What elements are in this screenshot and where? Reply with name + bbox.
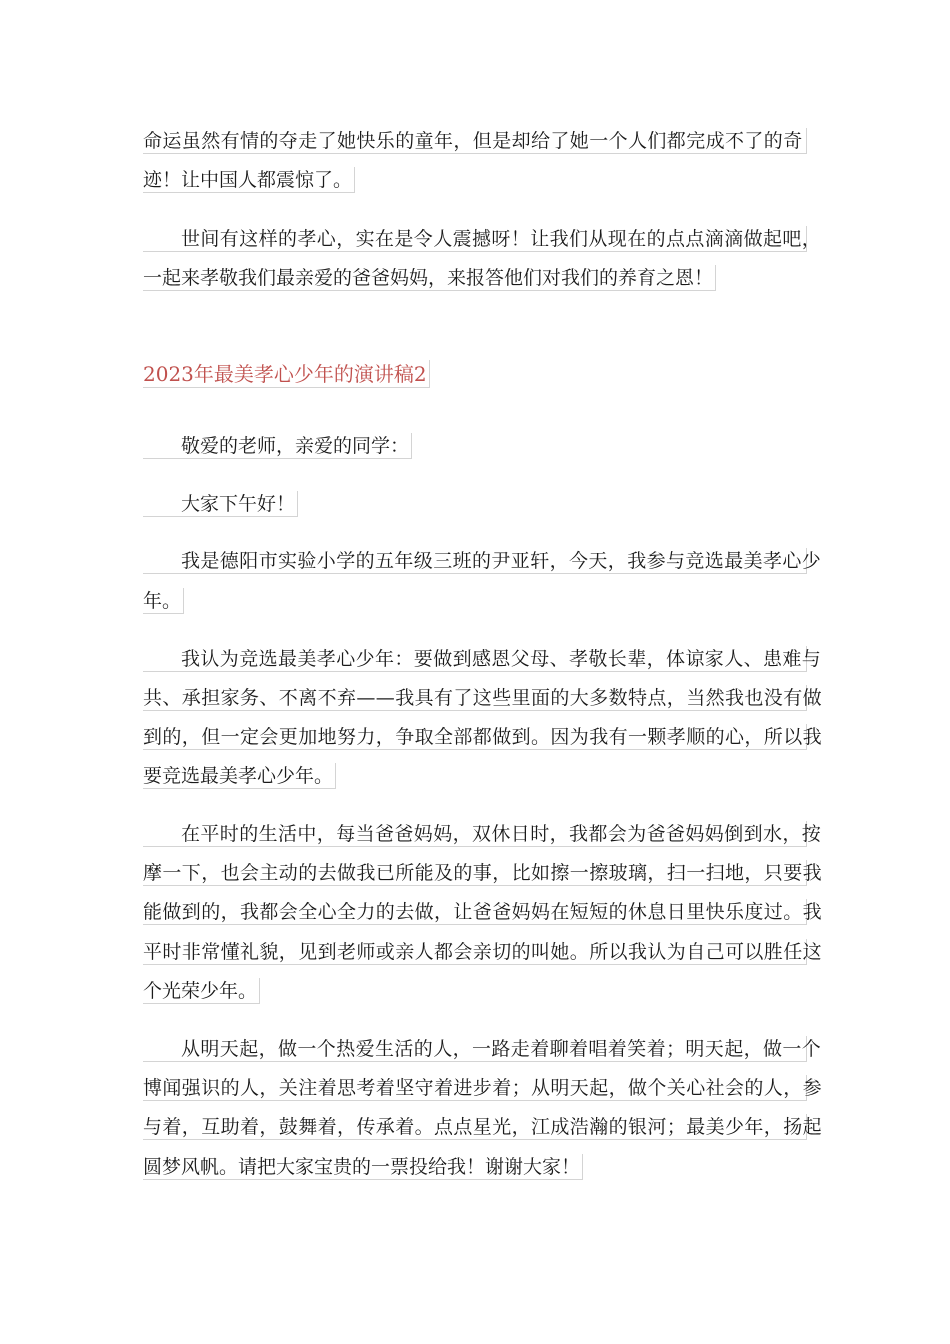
paragraph-line: 能做到的，我都会全心全力的去做，让爸爸妈妈在短短的休息日里快乐度过。我 <box>143 901 823 923</box>
paragraph-line: 我认为竞选最美孝心少年：要做到感恩父母、孝敬长辈，体谅家人、患难与 <box>143 646 807 672</box>
paragraph-line: 年。 <box>143 588 184 614</box>
paragraph-line: 大家下午好！ <box>143 491 298 517</box>
paragraph-line: 平时非常懂礼貌，见到老师或亲人都会亲切的叫她。所以我认为自己可以胜任这 <box>143 941 823 963</box>
paragraph-line: 要竞选最美孝心少年。 <box>143 763 336 789</box>
paragraph-line: 在平时的生活中，每当爸爸妈妈，双休日时，我都会为爸爸妈妈倒到水，按 <box>143 821 807 847</box>
paragraph-line: 世间有这样的孝心，实在是令人震撼呀！让我们从现在的点点滴滴做起吧， <box>143 226 807 252</box>
paragraph-line: 一起来孝敬我们最亲爱的爸爸妈妈，来报答他们对我们的养育之恩！ <box>143 265 716 291</box>
section-heading: 2023年最美孝心少年的演讲稿2 <box>143 360 430 388</box>
paragraph-line: 个光荣少年。 <box>143 978 260 1004</box>
paragraph-line: 命运虽然有情的夺走了她快乐的童年，但是却给了她一个人们都完成不了的奇 <box>143 128 807 154</box>
paragraph-line: 我是德阳市实验小学的五年级三班的尹亚轩，今天，我参与竞选最美孝心少 <box>143 548 807 574</box>
paragraph-line: 博闻强识的人，关注着思考着坚守着进步着；从明天起，做个关心社会的人，参 <box>143 1077 823 1099</box>
paragraph-line: 共、承担家务、不离不弃——我具有了这些里面的大多数特点，当然我也没有做 <box>143 687 823 709</box>
paragraph-line: 到的，但一定会更加地努力，争取全部都做到。因为我有一颗孝顺的心，所以我 <box>143 726 823 748</box>
paragraph-line: 与着，互助着，鼓舞着，传承着。点点星光，江成浩瀚的银河；最美少年，扬起 <box>143 1116 823 1138</box>
paragraph-line: 迹！让中国人都震惊了。 <box>143 167 355 193</box>
paragraph-line: 敬爱的老师，亲爱的同学： <box>143 433 412 459</box>
paragraph-line: 从明天起，做一个热爱生活的人，一路走着聊着唱着笑着；明天起，做一个 <box>143 1036 807 1062</box>
paragraph-line: 圆梦风帆。请把大家宝贵的一票投给我！谢谢大家！ <box>143 1154 583 1180</box>
paragraph-line: 摩一下，也会主动的去做我已所能及的事，比如擦一擦玻璃，扫一扫地，只要我 <box>143 862 823 884</box>
